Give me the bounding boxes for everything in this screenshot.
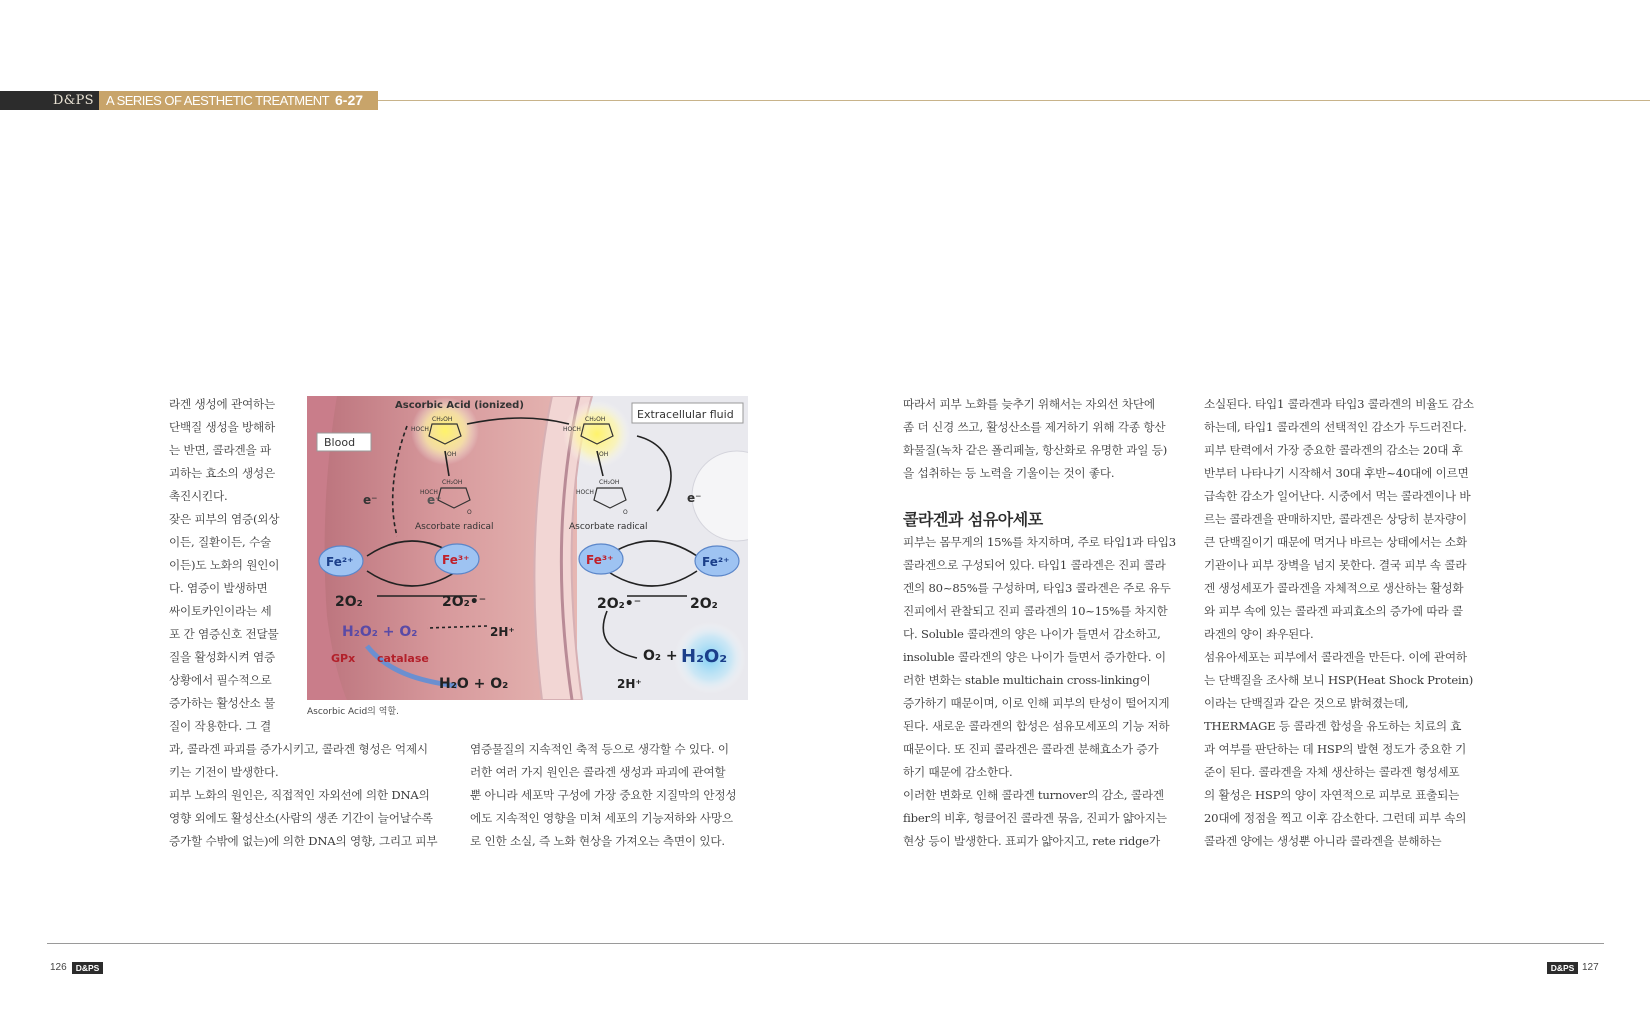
label-radical-left: Ascorbate radical — [415, 522, 494, 532]
text-line: 괴하는 효소의 생성은 — [169, 466, 275, 480]
page-number-right: 127 — [1582, 962, 1599, 973]
text-line: 질이 작용한다. 그 결 — [169, 719, 271, 733]
text-line: 과, 콜라겐 파괴를 증가시키고, 콜라겐 형성은 억제시 — [169, 742, 428, 756]
chem-right-top-oh: OH — [599, 451, 609, 458]
text-line: 된다. 새로운 콜라겐의 합성은 섬유모세포의 기능 저하 — [903, 719, 1170, 733]
text-line: 섬유아세포는 피부에서 콜라겐을 만든다. 이에 관여하 — [1204, 650, 1467, 664]
fe2-cloud-left — [319, 546, 363, 576]
label-extracellular: Extracellular fluid — [637, 408, 734, 421]
text-column-d — [1204, 393, 1481, 853]
text-line: 이러한 변화로 인해 콜라겐 turnover의 감소, 콜라겐 — [903, 788, 1164, 802]
label-electron-mid: e⁻ — [427, 493, 442, 507]
text-line: 을 섭취하는 등 노력을 기울이는 것이 좋다. — [903, 466, 1115, 480]
page-number-left: 126 — [50, 962, 67, 973]
text-line: 큰 단백질이기 때문에 먹거나 바르는 상태에서는 소화 — [1204, 535, 1467, 549]
label-fe2-left: Fe²⁺ — [326, 555, 354, 569]
chem-left-top-oh: OH — [447, 451, 457, 458]
text-line: 콜라겐 양에는 생성뿐 아니라 콜라겐을 분해하는 — [1204, 834, 1442, 848]
text-column-narrow — [169, 393, 285, 738]
label-electron-left: e⁻ — [363, 493, 378, 507]
label-h2o2-right: H₂O₂ — [681, 646, 728, 667]
text-line: 증가하는 활성산소 물 — [169, 696, 275, 710]
label-fe3-right: Fe³⁺ — [586, 553, 614, 567]
text-column-b-bottom — [470, 738, 747, 853]
text-line: 때문이다. 또 진피 콜라겐은 콜라겐 분해효소가 증가 — [903, 742, 1159, 756]
text-line: 다. Soluble 콜라겐의 양은 나이가 들면서 감소하고, — [903, 627, 1161, 641]
label-superoxide-right: 2O₂•⁻ — [597, 596, 642, 612]
text-line: 급속한 감소가 일어난다. 시중에서 먹는 콜라겐이나 바 — [1204, 489, 1471, 503]
text-line: THERMAGE 등 콜라겐 합성을 유도하는 치료의 효 — [1204, 719, 1462, 733]
text-line: 질을 활성화시켜 염증 — [169, 650, 275, 664]
text-column-c-body — [903, 531, 1180, 853]
text-line: 염증물질의 지속적인 축적 등으로 생각할 수 있다. 이 — [470, 742, 729, 756]
text-line: 라겐의 양이 좌우된다. — [1204, 627, 1314, 641]
chem-right-mid-hoch: HOCH — [576, 489, 594, 496]
text-line: 싸이토카인이라는 세 — [169, 604, 272, 618]
header-brand: D&PS — [53, 93, 94, 108]
text-line: 에도 지속적인 영향을 미쳐 세포의 기능저하와 사망으 — [470, 811, 733, 825]
text-line: 진피에서 관찰되고 진피 콜라겐의 10~15%를 차지한 — [903, 604, 1168, 618]
text-line: 피부 노화의 원인은, 직접적인 자외선에 의한 DNA의 — [169, 788, 430, 802]
text-line: 의 활성은 HSP의 양이 자연적으로 피부로 표출되는 — [1204, 788, 1460, 802]
text-line: 로 인한 소실, 즉 노화 현상을 가져오는 측면이 있다. — [470, 834, 725, 848]
text-line: 20대에 정점을 찍고 이후 감소한다. 그런데 피부 속의 — [1204, 811, 1467, 825]
label-radical-right: Ascorbate radical — [569, 522, 648, 532]
text-line: 영향 외에도 활성산소(사람의 생존 기간이 늘어날수록 — [169, 811, 433, 825]
text-line: 겐의 80~85%를 구성하며, 타입3 콜라겐은 주로 유두 — [903, 581, 1171, 595]
label-fe3-left: Fe³⁺ — [442, 553, 470, 567]
text-line: 피부 탄력에서 가장 중요한 콜라겐의 감소는 20대 후 — [1204, 443, 1463, 457]
header-series-title: A SERIES OF AESTHETIC TREATMENT — [106, 93, 330, 108]
label-o2-right: 2O₂ — [690, 596, 718, 612]
text-line: 현상 등이 발생한다. 표피가 얇아지고, rete ridge가 — [903, 834, 1160, 848]
text-line: 다. 염증이 발생하면 — [169, 581, 268, 595]
label-h2o2-o2: H₂O₂ + O₂ — [342, 624, 418, 640]
text-line: 와 피부 속에 있는 콜라겐 파괴효소의 증가에 따라 콜 — [1204, 604, 1463, 618]
label-blood: Blood — [324, 436, 356, 449]
header-series-number: 6-27 — [335, 92, 364, 108]
text-line: 소실된다. 타입1 콜라겐과 타입3 콜라겐의 비율도 감소 — [1204, 397, 1474, 411]
text-line: 이든, 질환이든, 수술 — [169, 535, 271, 549]
text-line: 촉진시킨다. — [169, 489, 228, 503]
label-superoxide-left: 2O₂•⁻ — [442, 594, 487, 610]
header-rule — [378, 100, 1650, 101]
chem-right-top-ch: CH₂OH — [585, 416, 606, 423]
label-ascorbic-acid: Ascorbic Acid (ionized) — [395, 400, 524, 411]
text-line: 증가할 수밖에 없는)에 의한 DNA의 영향, 그리고 피부 — [169, 834, 438, 848]
label-catalase: catalase — [377, 652, 429, 665]
text-line: 기관이나 피부 장벽을 넘지 못한다. 결국 피부 속 콜라 — [1204, 558, 1467, 572]
text-line: 르는 콜라겐을 판매하지만, 콜라겐은 상당히 분자량이 — [1204, 512, 1467, 526]
chem-right-mid-o: O — [623, 509, 628, 516]
text-line: 하기 때문에 감소한다. — [903, 765, 1013, 779]
text-line: 피부는 몸무게의 15%를 차지하며, 주로 타입1과 타입3 — [903, 535, 1176, 549]
label-h2o-o2: H₂O + O₂ — [439, 676, 509, 692]
label-fe2-right: Fe²⁺ — [702, 555, 730, 569]
chem-left-mid-o: O — [467, 509, 472, 516]
figure-caption: Ascorbic Acid의 역할. — [307, 707, 399, 717]
text-line: 준이 된다. 콜라겐을 자체 생산하는 콜라겐 형성세포 — [1204, 765, 1460, 779]
text-line: 는 단백질을 조사해 보니 HSP(Heat Shock Protein) — [1204, 673, 1474, 687]
text-line: 는 반면, 콜라겐을 파 — [169, 443, 271, 457]
text-line: 겐 생성세포가 콜라겐을 자체적으로 생산하는 활성화 — [1204, 581, 1464, 595]
label-2h-right: 2H⁺ — [617, 677, 642, 691]
fe2-cloud-right — [695, 546, 739, 576]
chem-left-top-hoch: HOCH — [411, 426, 429, 433]
footer-logo-right: D&PS — [1547, 962, 1578, 974]
label-o2-left: 2O₂ — [335, 594, 363, 610]
text-column-a-bottom — [169, 738, 446, 853]
glow-right — [563, 400, 631, 468]
text-line: 과 여부를 판단하는 데 HSP의 발현 정도가 중요한 기 — [1204, 742, 1467, 756]
section-heading: 콜라겐과 섬유아세포 — [903, 510, 1043, 529]
text-line: 포 간 염증신호 전달물 — [169, 627, 279, 641]
text-line: 증가하기 때문이며, 이로 인해 피부의 탄성이 떨어지게 — [903, 696, 1170, 710]
chem-left-mid-ch: CH₂OH — [442, 479, 463, 486]
text-line: insoluble 콜라겐의 양은 나이가 들면서 증가한다. 이 — [903, 650, 1166, 664]
text-line: 잦은 피부의 염증(외상 — [169, 512, 280, 526]
fe3-cloud-left — [435, 544, 479, 574]
chem-right-mid-ch: CH₂OH — [599, 479, 620, 486]
text-line: 화물질(녹차 같은 폴리페놀, 항산화로 유명한 과일 등) — [903, 443, 1168, 457]
text-line: 반부터 나타나기 시작해서 30대 후반~40대에 이르면 — [1204, 466, 1469, 480]
footer-rule — [47, 943, 1604, 944]
text-line: 라겐 생성에 관여하는 — [169, 397, 275, 411]
text-line: 뿐 아니라 세포막 구성에 가장 중요한 지질막의 안정성 — [470, 788, 737, 802]
text-line: 상황에서 필수적으로 — [169, 673, 272, 687]
label-electron-right: e⁻ — [687, 491, 702, 505]
text-line: 러한 여러 가지 원인은 콜라겐 생성과 파괴에 관여할 — [470, 765, 726, 779]
text-line: 좀 더 신경 쓰고, 활성산소를 제거하기 위해 각종 항산 — [903, 420, 1166, 434]
text-column-c-top — [903, 393, 1180, 485]
fe3-cloud-right — [579, 544, 623, 574]
text-line: fiber의 비후, 헝클어진 콜라겐 묶음, 진피가 얇아지는 — [903, 811, 1167, 825]
text-line: 키는 기전이 발생한다. — [169, 765, 279, 779]
text-line: 러한 변화는 stable multichain cross-linking이 — [903, 673, 1151, 687]
label-2h-left: 2H⁺ — [490, 625, 515, 639]
text-line: 콜라겐으로 구성되어 있다. 타입1 콜라겐은 진피 콜라 — [903, 558, 1166, 572]
footer-logo-left: D&PS — [72, 962, 103, 974]
text-line: 이든)도 노화의 원인이 — [169, 558, 280, 572]
chem-left-mid-hoch: HOCH — [420, 489, 438, 496]
text-line: 하는데, 타입1 콜라겐의 선택적인 감소가 두드러진다. — [1204, 420, 1467, 434]
text-line: 따라서 피부 노화를 늦추기 위해서는 자외선 차단에 — [903, 397, 1155, 411]
ascorbic-acid-figure — [307, 396, 748, 700]
text-line: 단백질 생성을 방해하 — [169, 420, 275, 434]
label-o2-plus: O₂ + — [643, 648, 678, 664]
text-line: 이라는 단백질과 같은 것으로 밝혀졌는데, — [1204, 696, 1409, 710]
chem-right-top-hoch: HOCH — [563, 426, 581, 433]
chem-left-top-ch: CH₂OH — [432, 416, 453, 423]
label-gpx: GPx — [331, 652, 356, 665]
